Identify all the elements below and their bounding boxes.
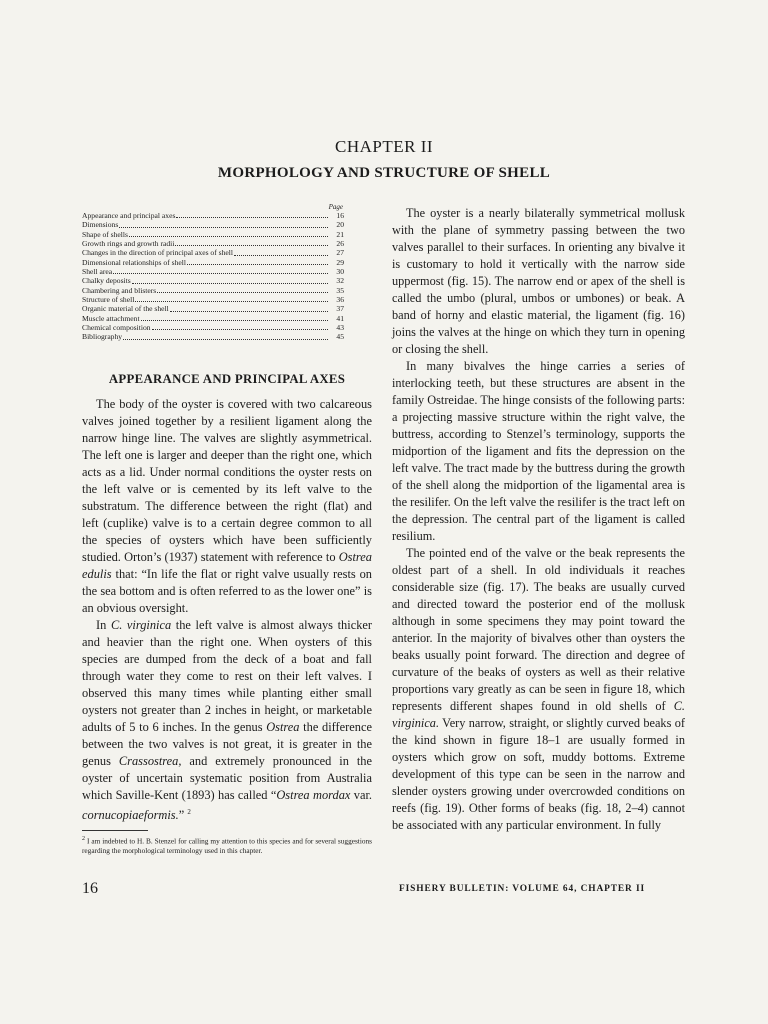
toc-entry	[82, 295, 344, 304]
toc-entry-page: 37	[336, 304, 344, 314]
toc-entry-page: 36	[336, 295, 344, 305]
toc-leader-dots	[175, 244, 328, 246]
variety-name: cornucopiaeformis.	[82, 808, 179, 823]
toc-entry	[82, 248, 344, 257]
toc-entry-label: Organic material of the shell	[82, 304, 169, 314]
toc-leader-dots	[132, 282, 328, 284]
toc-entry-page: 30	[336, 267, 344, 277]
toc-leader-dots	[141, 319, 328, 321]
toc-entry-label: Chemical composition	[82, 323, 151, 333]
toc-entry	[82, 286, 344, 295]
toc-leader-dots	[152, 328, 328, 330]
toc-entry	[82, 220, 344, 229]
footnote-divider	[82, 830, 148, 831]
toc-entry	[82, 230, 344, 239]
toc-entry-label: Chalky deposits	[82, 276, 131, 286]
paragraph-beak	[392, 545, 685, 834]
toc-entry-page: 21	[336, 229, 344, 239]
toc-leader-dots	[129, 235, 328, 237]
toc-entry-label: Shell area	[82, 267, 113, 277]
footnote	[82, 835, 372, 856]
running-footer: FISHERY BULLETIN: VOLUME 64, CHAPTER II	[399, 884, 646, 894]
toc-entry-label: Shape of shells	[82, 229, 128, 239]
left-column	[82, 372, 372, 856]
paragraph-tail: that: “In life the flat or right valve usually rests on the sea bottom and is often referred to as the lower one” is an obvious oversight.	[82, 567, 372, 615]
toc-entry-label: Muscle attachment	[82, 313, 140, 323]
toc-page-column-heading: Page	[328, 203, 343, 211]
footnote-text: I am indebted to H. B. Stenzel for calling my attention to this species and for several suggestions regarding the morphological terminology used in this chapter.	[82, 836, 372, 856]
toc-entry-page: 35	[336, 285, 344, 295]
genus-name: Crassostrea,	[118, 754, 182, 768]
toc-entry-page: 26	[336, 239, 344, 249]
toc-entry-label: Growth rings and growth radii	[82, 239, 175, 249]
toc-entry-page: 32	[336, 276, 344, 286]
toc-entry-label: Appearance and principal axes	[82, 211, 176, 220]
text-run: the difference between the two valves is not great, it is greater in the genus	[82, 720, 372, 768]
toc-entry	[82, 276, 344, 285]
toc-leader-dots	[176, 216, 328, 218]
toc-entry-label: Structure of shell	[82, 295, 135, 305]
footnote-reference: 2	[187, 808, 191, 816]
page-number: 16	[82, 880, 98, 897]
text-run: The pointed end of the valve or the beak represents the oldest part of a shell. In old individuals it reaches considerable size (fig. 17). The beaks are usually curved and directed toward the posterior end of the mollusk although in some specimens they may point toward the anterior. In the majority of bivalves other than oysters the beaks usually point forward. The direction and degree of curvature of the beaks of oysters as well as their relative proportions vary greatly as can be seen in figure 18, which represents different shapes found in old shells of	[392, 546, 685, 713]
section-heading: APPEARANCE AND PRINCIPAL AXES	[108, 372, 346, 386]
text-run: Very narrow, straight, or slightly curved beaks of the kind shown in figure 18–1 are usually formed in oysters which grow on soft, muddy bottoms. Extreme development of this type can be seen in the narrow and slender oysters growing under overcrowded conditions on reefs (fig. 19). Other forms of beaks (fig. 18, 2–4) cannot be associated with any particular environment. In fully	[392, 716, 685, 832]
toc-entry	[82, 304, 344, 313]
toc-entry-page: 27	[336, 248, 344, 258]
toc-entry-label: Bibliography	[82, 332, 123, 342]
toc-entry-page: 45	[336, 332, 344, 342]
toc-leader-dots	[157, 291, 328, 293]
text-run: var.	[350, 788, 372, 802]
species-name: Ostrea edulis	[82, 550, 372, 581]
toc-entry	[82, 332, 344, 341]
toc-leader-dots	[170, 310, 328, 312]
chapter-number: CHAPTER II	[334, 137, 434, 156]
toc-entry	[82, 211, 344, 220]
toc-leader-dots	[135, 300, 328, 302]
table-of-contents	[82, 203, 344, 342]
species-name: C. virginica.	[392, 699, 685, 730]
toc-entry-label: Chambering and blisters	[82, 285, 157, 295]
text-run: In	[96, 618, 111, 632]
text-run: the left valve is almost always thicker and heavier than the right one. When oysters of this species are dumped from the deck of a boat and fall through water they come to rest on their left valves. I observed this many times while planting either small oysters not greater than 2 inches in height, or marketable adults of 5 to 6 inches. In the genus	[82, 618, 373, 734]
toc-leader-dots	[119, 226, 328, 228]
toc-entry-page: 43	[336, 323, 344, 333]
toc-entry	[82, 258, 344, 267]
toc-leader-dots	[187, 263, 328, 265]
genus-name: Ostrea	[266, 720, 300, 734]
toc-leader-dots	[234, 254, 328, 256]
paragraph-body-covered: The body of the oyster is covered with two calcareous valves joined together by a resilient ligament along the narrow hinge line. The valves are slightly asymmetrical. The left one is larger and deeper than the right one, which acts as a lid. Under normal conditions the oyster rests on the left valve or is cemented by its left valve to the substratum. The difference between the right (flat) and left (cuplike) valve is to a certain degree common to all the species of oysters which have been sufficiently studied. Orton’s (1937) statement with reference to Ostrea edulis that: “In life the flat or right valve usually rests on the sea bottom and is often referred to as the lower one” is an obvious oversight.	[82, 397, 372, 615]
species-name: Ostrea mordax	[276, 788, 351, 802]
paragraph-symmetry: The oyster is a nearly bilaterally symmetrical mollusk with the plane of symmetry passing between the two valves parallel to their surfaces. In orienting any bivalve it is customary to hold it vertically with the narrow side uppermost (fig. 15). The narrow end or apex of the shell is called the umbo (plural, umbos or umbones) or beak. A band of horny and elastic material, the ligament (fig. 16) joins the valves at the hinge on which they turn in opening or closing the shell.	[392, 206, 685, 356]
footnote-marker: 2	[82, 836, 85, 843]
toc-entry-page: 41	[336, 313, 344, 323]
toc-entry	[82, 323, 344, 332]
toc-entry-page: 16	[336, 211, 344, 220]
toc-entry-label: Changes in the direction of principal axes of shell	[82, 248, 233, 258]
toc-entry-label: Dimensional relationships of shell	[82, 257, 186, 267]
chapter-heading: MORPHOLOGY AND STRUCTURE OF SHELL	[217, 165, 551, 181]
paragraph-hinge: In many bivalves the hinge carries a series of interlocking teeth, but these structures are absent in the family Ostreidae. The hinge consists of the following parts: a projecting massive structure within the right valve, the buttress, according to Stenzel’s terminology, supports the midportion of the ligament and fits the depression on the left valve. The tract made by the buttress during the growth of the shell along the midportion of the ligamental area is the resilifer. On the left valve the resilifer is the tract left on the depression. The central part of the ligament is called resilium.	[392, 359, 685, 543]
toc-entry	[82, 267, 344, 276]
text-run: ”	[178, 808, 188, 823]
toc-entry-page: 29	[336, 257, 344, 267]
toc-entry-label: Dimensions	[82, 220, 119, 230]
toc-entry	[82, 239, 344, 248]
paragraph-c-virginica	[82, 617, 372, 824]
toc-entry-page: 20	[336, 220, 344, 230]
toc-leader-dots	[123, 338, 328, 340]
right-column	[392, 205, 685, 834]
species-name: C. virginica	[110, 618, 172, 632]
toc-entry	[82, 314, 344, 323]
text-run: and extremely pronounced in the oyster of uncertain systematic position from Australia which Saville-Kent (1893) has called “	[82, 754, 372, 802]
toc-leader-dots	[113, 272, 328, 274]
